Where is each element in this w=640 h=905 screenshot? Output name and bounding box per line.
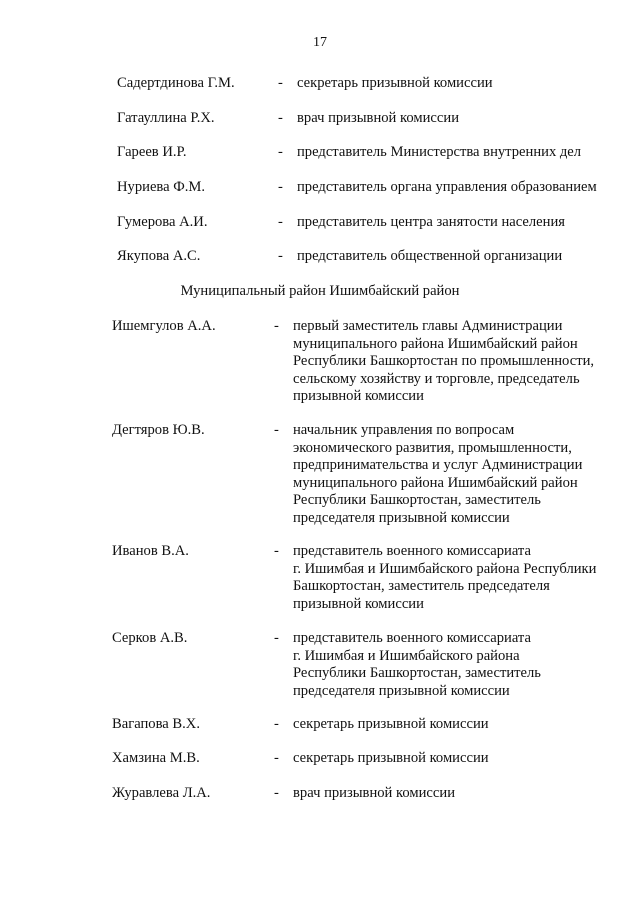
member-role-line: Республики Башкортостан, заместитель (293, 492, 541, 508)
member-role-line: муниципального района Ишимбайский район (293, 335, 578, 352)
dash-separator: - (278, 214, 283, 230)
member-name: Якупова А.С. (117, 248, 201, 264)
member-name: Дегтяров Ю.В. (112, 422, 205, 438)
member-name: Вагапова В.Х. (112, 716, 200, 732)
member-role-line: секретарь призывной комиссии (297, 75, 493, 91)
member-role-line: секретарь призывной комиссии (293, 716, 489, 732)
member-role-line: начальник управления по вопросам (293, 422, 515, 438)
member-role-line: Республики Башкортостан по промышленности, (293, 353, 595, 369)
dash-separator: - (278, 248, 283, 264)
page-number: 17 (313, 35, 327, 50)
dash-separator: - (274, 716, 279, 732)
member-role-line: Башкортостан, заместитель председателя (293, 578, 550, 594)
member-role-line: представитель органа управления образованием (297, 179, 597, 195)
dash-separator: - (274, 422, 279, 438)
member-role-line: представитель Министерства внутренних дел (297, 144, 582, 160)
member-role (293, 543, 596, 613)
member-role (297, 75, 493, 93)
dash-separator: - (278, 75, 283, 91)
member-role-line: г. Ишимбая и Ишимбайского района Республики (293, 560, 597, 577)
member-role (293, 750, 489, 768)
member-role (293, 630, 541, 700)
section-title: Муниципальный район Ишимбайский район (180, 283, 460, 299)
dash-separator: - (278, 144, 283, 160)
member-role-line: председателя призывной комиссии (293, 682, 510, 699)
member-role-line: призывной комиссии (293, 388, 424, 404)
member-role-line: представитель общественной организации (297, 248, 563, 264)
member-name: Ишемгулов А.А. (112, 318, 216, 334)
member-role-line: экономического развития, промышленности, (293, 439, 572, 456)
member-role (297, 110, 459, 128)
member-role-line: Республики Башкортостан, заместитель (293, 665, 541, 681)
member-role-line: представитель военного комиссариата (293, 543, 531, 559)
member-role-line: представитель центра занятости населения (297, 214, 565, 230)
member-role-line: председателя призывной комиссии (293, 509, 510, 526)
dash-separator: - (278, 110, 283, 126)
member-role (293, 785, 455, 803)
member-role (297, 248, 562, 266)
member-name: Журавлева Л.А. (112, 785, 211, 801)
member-role (293, 318, 594, 406)
member-name: Иванов В.А. (112, 543, 189, 559)
member-role (293, 422, 582, 527)
member-role-line: призывной комиссии (293, 595, 424, 612)
dash-separator: - (274, 785, 279, 801)
member-role-line: сельскому хозяйству и торговле, председатель (293, 370, 580, 387)
member-name: Гареев И.Р. (117, 144, 187, 160)
member-role (297, 214, 565, 232)
member-role-line: представитель военного комиссариата (293, 630, 531, 646)
member-name: Серков А.В. (112, 630, 188, 646)
dash-separator: - (274, 318, 279, 334)
member-role-line: г. Ишимбая и Ишимбайского района (293, 647, 520, 664)
dash-separator: - (274, 543, 279, 559)
member-name: Нуриева Ф.М. (117, 179, 206, 195)
member-name: Садертдинова Г.М. (117, 75, 235, 91)
member-role-line: секретарь призывной комиссии (293, 750, 489, 766)
dash-separator: - (278, 179, 283, 195)
member-role-line: первый заместитель главы Администрации (293, 318, 563, 334)
member-name: Гумерова А.И. (117, 214, 208, 230)
member-name: Хамзина М.В. (112, 750, 200, 766)
member-role-line: врач призывной комиссии (293, 785, 455, 801)
dash-separator: - (274, 750, 279, 766)
member-role-line: муниципального района Ишимбайский район (293, 474, 578, 491)
member-role (293, 716, 489, 734)
member-role (297, 179, 597, 197)
member-role (297, 144, 581, 162)
member-name: Гатауллина Р.Х. (117, 110, 215, 126)
member-role-line: предпринимательства и услуг Администрации (293, 457, 583, 473)
member-role-line: врач призывной комиссии (297, 110, 459, 126)
dash-separator: - (274, 630, 279, 646)
